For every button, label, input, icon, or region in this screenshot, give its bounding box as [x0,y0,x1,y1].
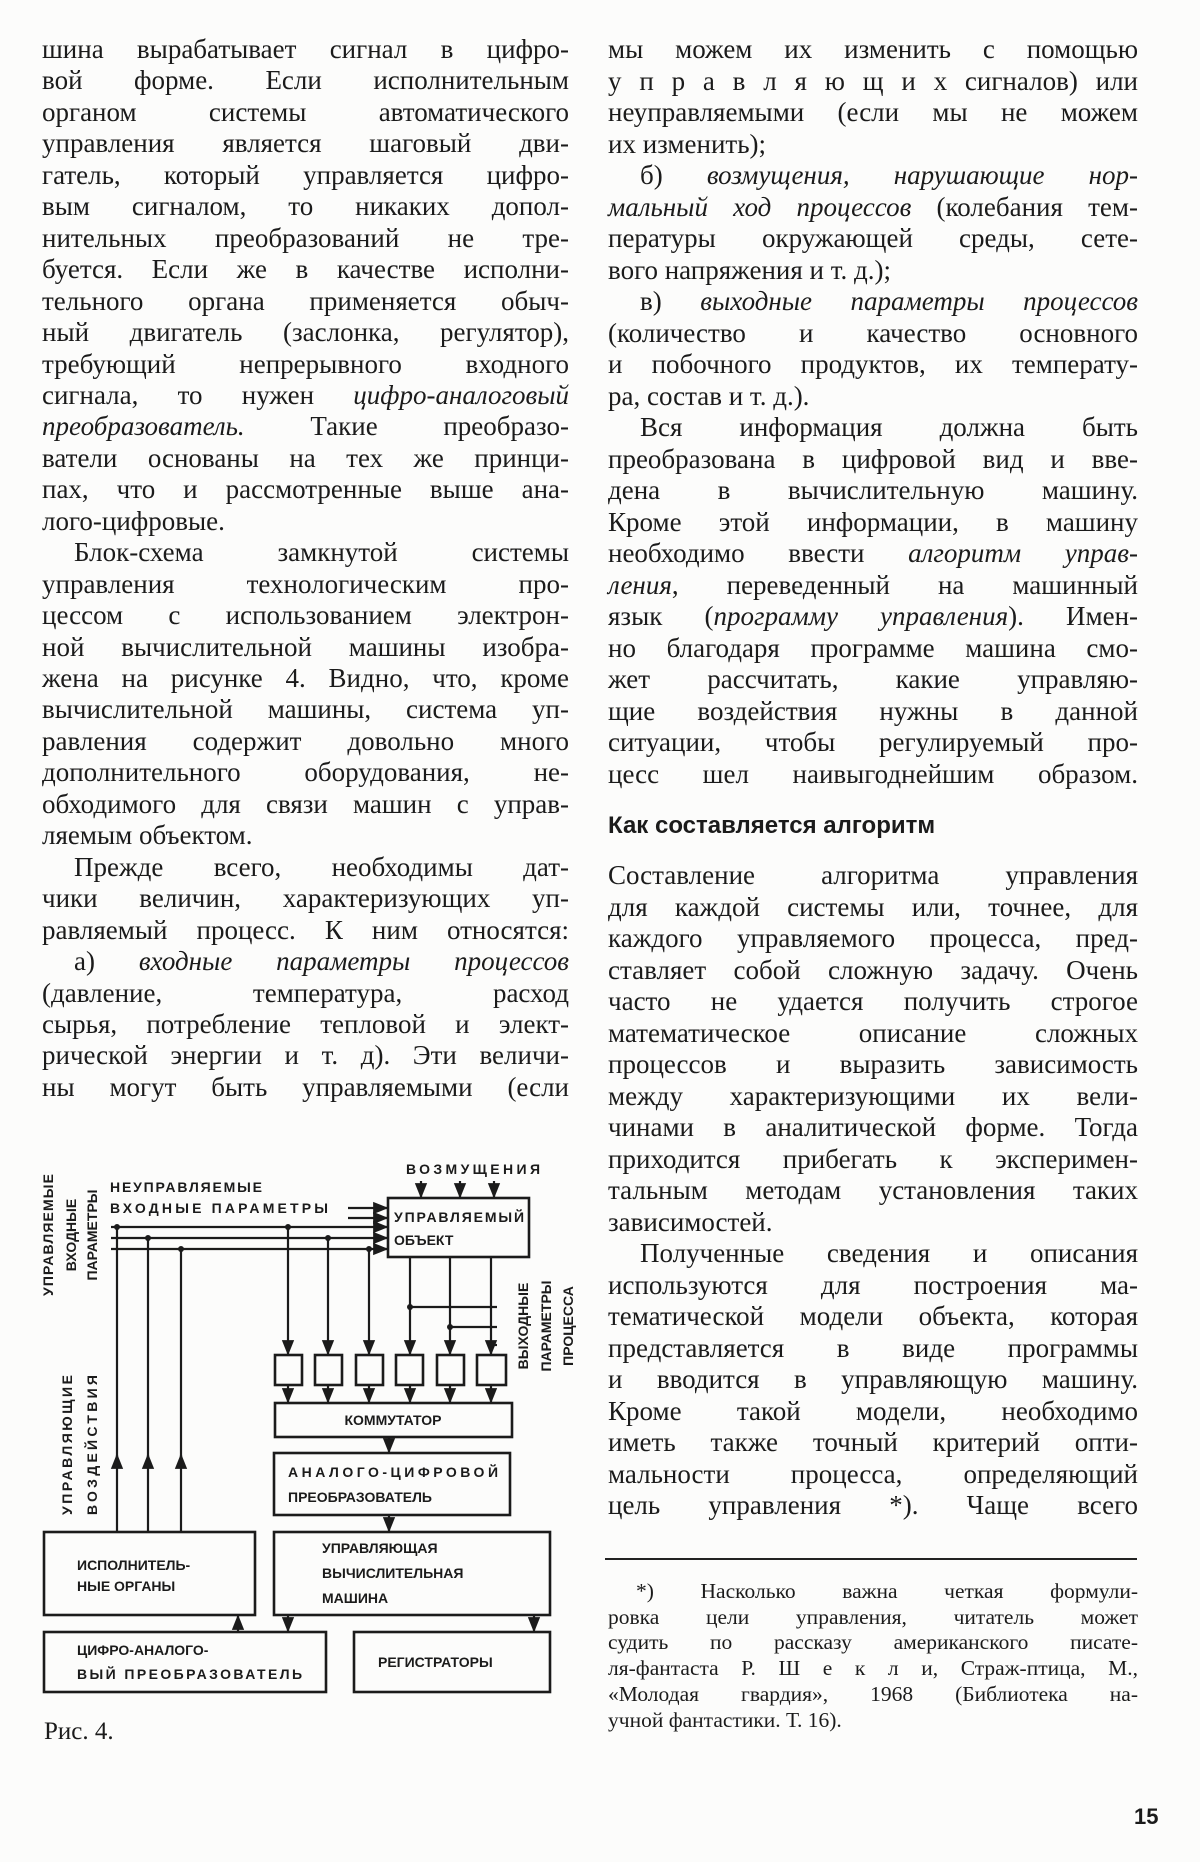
text-run: математическое описание сложных [608,1017,1138,1048]
text-run: равляемый процесс. К ним относятся: [42,914,569,945]
junction-dot [178,1246,184,1252]
text-run: жет рассчитать, какие управляю- [608,664,1138,694]
italic-term: мальный ход процессов [608,191,912,222]
recorders-label: РЕГИСТРАТОРЫ [378,1654,493,1670]
text-run: процессов и выразить зависимость [608,1049,1138,1079]
text-run: Блок-схема замкнутой системы [74,537,569,568]
text-run: вого напряжения и т. д.); [608,254,891,285]
computer-label: МАШИНА [322,1590,389,1606]
text-run: *) Насколько важна четкая формули- [636,1579,1138,1603]
text-run: неуправляемыми (если мы не можем [608,97,1138,127]
text-run: б) [640,160,707,190]
text-run: в) [640,286,701,316]
text-run: управления является шаговый дви- [42,128,569,159]
italic-term: алгоритм управ- [908,538,1138,568]
italic-term: преобразователь. [42,411,245,442]
text-run: буется. Если же в качестве исполни- [42,254,569,285]
text-run: шина вырабатывает сигнал в цифро- [42,34,569,64]
text-run: управления технологическим про- [42,568,569,599]
disturbances-label: ВОЗМУЩЕНИЯ [406,1161,540,1177]
text-run: иметь также точный критерий опти- [608,1427,1138,1457]
controlled-object-label: ОБЪЕКТ [394,1232,454,1248]
text-run: ной вычислительной машины изобра- [42,631,569,662]
text-run: и побочного продуктов, их температу- [608,349,1138,379]
sensor-box [356,1355,383,1385]
text-run: мальности процесса, определяющий [608,1458,1138,1489]
dac-label: ВЫЙ ПРЕОБРАЗОВАТЕЛЬ [77,1666,302,1682]
text-run: ставляет собой сложную задачу. Очень [608,954,1138,985]
controlled-inputs-label: ПАРАМЕТРЫ [84,1189,100,1281]
text-run: пах, что и рассмотренные выше ана- [42,474,569,505]
text-run: обходимого для связи машин с управ- [42,788,569,819]
text-run: и вводится в управляющую машину. [608,1364,1138,1394]
text-run: Кроме такой модели, необходимо [608,1395,1138,1426]
output-params-label: ПРОЦЕССА [560,1286,576,1366]
text-run: ны могут быть управляемыми (если [42,1071,569,1102]
switch-label: КОММУТАТОР [344,1412,442,1428]
text-run: используются для построения ма- [608,1269,1138,1300]
text-run: пературы окружающей среды, сете- [608,223,1138,253]
text-run: Такие преобразо- [244,411,569,442]
italic-term: ления [608,569,672,600]
text-run: зависимостей. [608,1206,773,1237]
text-run: ситуации, чтобы регулируемый про- [608,727,1138,757]
text-run: тальным методам установления таких [608,1175,1138,1205]
actuators-label: НЫЕ ОРГАНЫ [77,1578,176,1594]
text-run: мы можем их изменить с помощью [608,34,1138,64]
text-run: ровка цели управления, читатель может [608,1604,1138,1629]
controlled-object-box [388,1198,529,1257]
text-run: Прежде всего, необходимы дат- [74,851,569,882]
text-run: (количество и качество основного [608,317,1138,348]
junction-dot [285,1224,291,1230]
junction-dot [488,1342,494,1348]
sensor-box [315,1355,342,1385]
controlled-inputs-label: ВХОДНЫЕ [63,1198,79,1272]
sensor-box [437,1355,464,1385]
text-run: каждого управляемого процесса, пред- [608,923,1138,953]
text-run: ватели основаны на тех же принци- [42,442,569,473]
text-run: сырья, потребление тепловой и элект- [42,1008,569,1039]
text-run: между характеризующими их вели- [608,1080,1138,1111]
text-run: необходимо ввести [608,538,909,568]
text-run: цессом с использованием электрон- [42,600,569,631]
text-run: чинами в аналитической форме. Тогда [608,1112,1138,1142]
text-run: ). Имен- [1008,601,1139,631]
text-run: цель управления *). Чаще всего [608,1490,1138,1520]
text-run: Полученные сведения и описания [640,1238,1138,1268]
figure-caption: Рис. 4. [44,1718,114,1745]
text-run: язык ( [608,601,714,631]
junction-dot [114,1224,120,1230]
text-run: судить по рассказу американского писате- [608,1630,1138,1655]
text-run: Кроме этой информации, в машину [608,506,1138,537]
uncontrolled-inputs-label: ВХОДНЫЕ ПАРАМЕТРЫ [110,1200,328,1216]
text-run: щие воздействия нужны в данной [608,695,1138,726]
italic-term: программу управления [713,601,1009,631]
italic-term: цифро-аналоговый [353,379,569,410]
text-run: но благодаря программе машина смо- [608,632,1138,663]
control-actions-label: УПРАВЛЯЮЩИЕ [59,1375,75,1515]
controlled-inputs-label: УПРАВЛЯЕМЫЕ [40,1174,56,1296]
text-run: часто не удается получить строгое [608,986,1138,1016]
sensor-box [396,1355,423,1385]
output-params-label: ПАРАМЕТРЫ [538,1280,554,1372]
italic-term: входные параметры процессов [138,946,569,977]
text-run: у п р а в л я ю щ и х сигналов) или [608,65,1138,96]
text-run: ра, состав и т. д.). [608,380,810,411]
text-run: для каждой системы или, точнее, для [608,891,1138,922]
text-run: нительных преобразований не тре- [42,222,569,253]
output-params-label: ВЫХОДНЫЕ [515,1282,531,1370]
italic-term: возмущения, нарушающие нор- [706,160,1138,190]
uncontrolled-inputs-label: НЕУПРАВЛЯЕМЫЕ [110,1179,262,1195]
adc-box [274,1453,510,1515]
text-run: равления содержит довольно много [42,725,569,756]
text-run: учной фантастики. Т. 16). [608,1707,842,1732]
text-run: их изменить); [608,128,767,159]
italic-term: выходные параметры процессов [700,286,1138,316]
text-run: (колебания тем- [911,191,1138,222]
text-run: лого-цифровые. [42,505,225,536]
sensor-box [477,1355,506,1385]
text-run: «Молодая гвардия», 1968 (Библиотека на- [608,1681,1138,1706]
text-run: ный двигатель (заслонка, регулятор), [42,317,569,348]
control-actions-label: ВОЗДЕЙСТВИЯ [84,1375,100,1515]
junction-dot [447,1324,453,1330]
text-run: представляется в виде программы [608,1332,1138,1363]
text-run: дена в вычислительную машину. [608,475,1138,505]
dac-label: ЦИФРО-АНАЛОГО- [77,1642,209,1658]
text-run: вым сигналом, то никаких допол- [42,191,569,222]
junction-dot [407,1304,413,1310]
actuators-label: ИСПОЛНИТЕЛЬ- [77,1557,191,1573]
computer-label: ВЫЧИСЛИТЕЛЬНАЯ [322,1565,464,1581]
text-run: органом системы автоматического [42,96,569,127]
text-run: , переведенный на машинный [671,569,1138,600]
text-run: жена на рисунке 4. Видно, что, кроме [42,663,569,693]
text-run: (давление, температура, расход [42,977,569,1008]
junction-dot [325,1235,331,1241]
text-run: цесс шел наивыгоднейшим образом. [608,758,1138,789]
text-run: требующий непрерывного входного [42,348,569,379]
text-run: приходится прибегать к эксперимен- [608,1143,1138,1174]
text-run: рической энергии и т. д). Эти величи- [42,1040,569,1071]
junction-dot [145,1235,151,1241]
text-run: тематической модели объекта, которая [608,1301,1138,1331]
text-run: сигнала, то нужен [42,379,354,410]
text-run: вой форме. Если исполнительным [42,65,569,96]
text-run: чики величин, характеризующих уп- [42,883,569,914]
text-run: преобразована в цифровой вид и вве- [608,443,1138,474]
page-number: 15 [1134,1804,1159,1829]
text-run: вычислительной машины, система уп- [42,694,569,725]
actuators-box [44,1532,255,1615]
sensor-box [275,1355,302,1385]
text-run: ляемым объектом. [42,820,253,851]
text-run: Вся информация должна быть [640,412,1138,442]
text-run: а) [74,946,139,977]
adc-label: АНАЛОГО-ЦИФРОВОЙ [288,1464,498,1480]
controlled-object-label: УПРАВЛЯЕМЫЙ [394,1209,524,1225]
section-heading: Как составляется алгоритм [608,812,936,839]
text-run: Составление алгоритма управления [608,860,1138,890]
text-run: тельного органа применяется обыч- [42,285,569,316]
dac-box [44,1632,326,1692]
junction-dot [366,1246,372,1252]
adc-label: ПРЕОБРАЗОВАТЕЛЬ [288,1489,432,1505]
text-run: ля-фантаста Р. Ш е к л и, Страж-птица, М., [608,1656,1138,1681]
text-run: дополнительного оборудования, не- [42,757,569,788]
text-run: гатель, который управляется цифро- [42,159,569,190]
computer-label: УПРАВЛЯЮЩАЯ [322,1540,438,1556]
